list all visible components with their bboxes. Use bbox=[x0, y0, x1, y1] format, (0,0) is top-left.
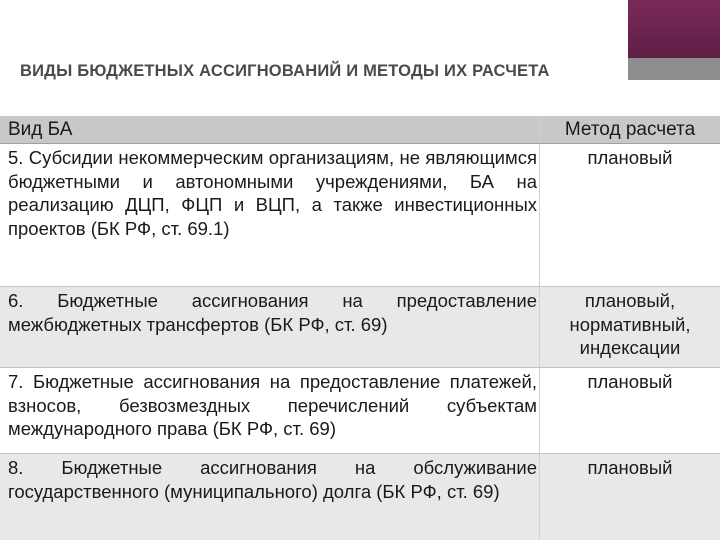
allocations-table bbox=[0, 116, 720, 540]
table-row bbox=[0, 287, 720, 368]
table-row bbox=[0, 368, 720, 454]
row-method: плановый bbox=[587, 457, 673, 478]
row-type: 6. Бюджетные ассигнования на предоставление межбюджетных трансфертов (БК РФ, ст. 69) bbox=[0, 287, 540, 367]
row-type: 8. Бюджетные ассигнования на обслуживание государственного (муниципального) долга (БК РФ, ст. 69) bbox=[0, 454, 540, 540]
row-method: плановый bbox=[587, 147, 673, 168]
page-title: ВИДЫ БЮДЖЕТНЫХ АССИГНОВАНИЙ И МЕТОДЫ ИХ РАСЧЕТА bbox=[20, 62, 550, 80]
row-type: 5. Субсидии некоммерческим организациям, не являющимся бюджетными и автономными учреждениями, БА на реализацию ДЦП, ФЦП и ВЦП, а также инвестиционных проектов (БК РФ, ст. 69.1) bbox=[0, 144, 540, 286]
header-type: Вид БА bbox=[0, 116, 540, 143]
table-header-row bbox=[0, 116, 720, 144]
table-row bbox=[0, 454, 720, 540]
header-method: Метод расчета bbox=[564, 119, 696, 140]
row-method: плановый, нормативный, индексации bbox=[569, 290, 691, 358]
corner-decoration-purple bbox=[628, 0, 720, 58]
table-row bbox=[0, 144, 720, 287]
row-type: 7. Бюджетные ассигнования на предоставление платежей, взносов, безвозмездных перечислений субъектам международного права (БК РФ, ст. 69) bbox=[0, 368, 540, 453]
row-method: плановый bbox=[587, 371, 673, 392]
